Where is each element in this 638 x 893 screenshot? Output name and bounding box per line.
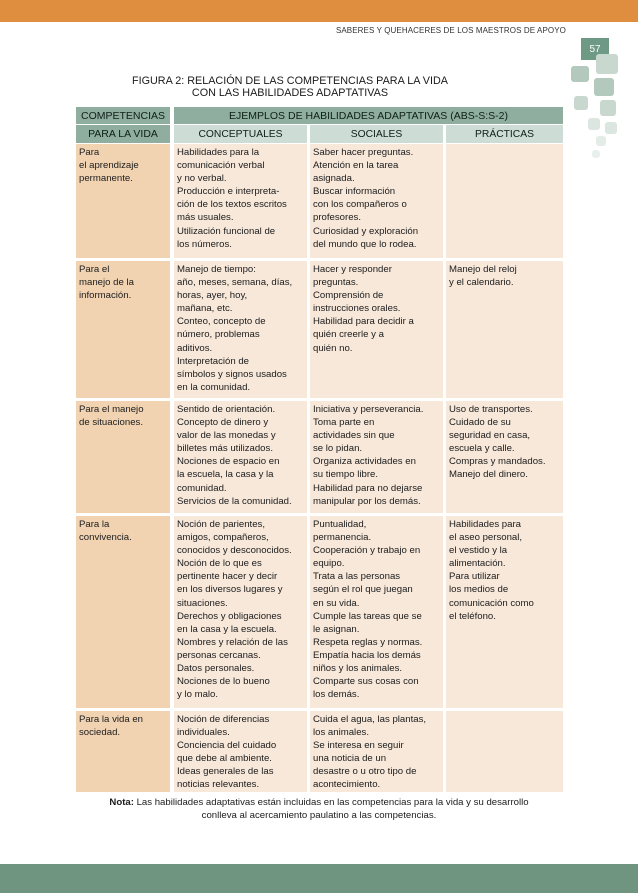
cell-line: que debe al ambiente. [177, 753, 272, 765]
cell-line: año, meses, semana, días, [177, 277, 293, 289]
cell-line: los medios de [449, 584, 509, 596]
cell-line: amigos, compañeros, [177, 532, 269, 544]
cell-line: Habilidades para [449, 519, 521, 530]
cell-line: Noción de parientes, [177, 519, 265, 530]
cell-sociales-row2 [310, 261, 443, 398]
cell-line: el teléfono. [449, 610, 496, 622]
cell-line: Cooperación y trabajo en [313, 545, 421, 557]
cell-conceptuales-row2 [174, 261, 307, 398]
cell-line: Habilidades para la [177, 147, 260, 158]
cell-line: Datos personales. [177, 663, 255, 675]
cell-line: quién no. [313, 342, 353, 354]
cell-line: Manejo del dinero. [449, 469, 528, 481]
cell-line: individuales. [177, 727, 230, 739]
cell-line: alimentación. [449, 558, 506, 570]
cell-sociales-row5 [310, 711, 443, 792]
cell-line: los animales. [313, 727, 369, 739]
cell-line: manipular por los demás. [313, 495, 421, 507]
cell-line: su tiempo libre. [313, 469, 379, 481]
cell-line: se lo pidan. [313, 443, 363, 455]
cell-line: Nociones de espacio en [177, 456, 280, 468]
cell-line: Servicios de la comunidad. [177, 495, 292, 507]
cell-line: comunidad. [177, 482, 227, 494]
cell-line: pertinente hacer y decir [177, 571, 278, 583]
cell-line: Manejo de tiempo: [177, 264, 256, 275]
top-color-band [0, 0, 638, 22]
cell-line: Empatía hacia los demás [313, 649, 421, 661]
cell-line: preguntas. [313, 277, 359, 289]
cell-line: manejo de la [79, 277, 134, 289]
header-competencias-line2: PARA LA VIDA [76, 125, 170, 143]
cell-line: información. [79, 290, 132, 302]
cell-line: Nociones de lo bueno [177, 676, 270, 688]
cell-line: personas cercanas. [177, 649, 261, 661]
cell-line: Ideas generales de las [177, 766, 274, 778]
cell-sociales-row3 [310, 401, 443, 513]
cell-line: Conciencia del cuidado [177, 740, 277, 752]
cell-line: Comparte sus cosas con [313, 676, 419, 688]
cell-line: Comprensión de [313, 290, 384, 302]
subheader-sociales: SOCIALES [310, 125, 443, 143]
cell-line: según el rol que juegan [313, 584, 413, 596]
cell-line: convivencia. [79, 532, 132, 544]
cell-line: con los compañeros o [313, 199, 407, 211]
cell-line: Puntualidad, [313, 519, 367, 530]
cell-line: acontecimiento. [313, 779, 381, 791]
cell-line: conocidos y desconocidos. [177, 545, 292, 557]
cell-line: símbolos y signos usados [177, 368, 287, 380]
cell-conceptuales-row5 [174, 711, 307, 792]
cell-practicas-row1 [446, 144, 563, 258]
cell-line: Saber hacer preguntas. [313, 147, 414, 158]
cell-line: y no verbal. [177, 173, 227, 185]
cell-line: horas, ayer, hoy, [177, 290, 248, 302]
header-competencias-line1: COMPETENCIAS [76, 107, 170, 124]
cell-conceptuales-row4 [174, 516, 307, 708]
cell-line: Se interesa en seguir [313, 740, 404, 752]
cell-line: más usuales. [177, 212, 234, 224]
cell-competencia-row1 [76, 144, 170, 258]
bottom-color-band [0, 864, 638, 893]
figure-title-line2: CON LAS HABILIDADES ADAPTATIVAS [191, 87, 389, 99]
cell-line: en su vida. [313, 597, 360, 609]
cell-line: Cuida el agua, las plantas, [313, 714, 427, 725]
cell-line: y lo malo. [177, 689, 219, 701]
cell-line: desastre o u otro tipo de [313, 766, 417, 778]
cell-line: sociedad. [79, 727, 121, 739]
cell-line: Buscar información [313, 186, 396, 198]
cell-line: niños y los animales. [313, 663, 403, 675]
cell-line: Toma parte en [313, 417, 375, 429]
cell-line: Nombres y relación de las [177, 636, 288, 648]
cell-line: Para el manejo [79, 404, 144, 415]
cell-line: Para el [79, 264, 110, 275]
cell-line: Habilidad para decidir a [313, 316, 414, 328]
subheader-conceptuales: CONCEPTUALES [174, 125, 307, 143]
cell-line: instrucciones orales. [313, 303, 401, 315]
page-number: 57 [581, 38, 609, 60]
cell-line: comunicación verbal [177, 160, 265, 172]
cell-line: Cumple las tareas que se [313, 610, 422, 622]
cell-line: los demás. [313, 689, 360, 701]
cell-line: Para la [79, 519, 110, 530]
cell-line: profesores. [313, 212, 361, 224]
cell-line: el vestido y la [449, 545, 508, 557]
cell-line: actividades sin que [313, 430, 395, 442]
header-ejemplos: EJEMPLOS DE HABILIDADES ADAPTATIVAS (ABS-S:S-2) [174, 107, 563, 124]
cell-line: Noción de diferencias [177, 714, 270, 725]
cell-line: Concepto de dinero y [177, 417, 269, 429]
cell-line: el aprendizaje [79, 160, 139, 172]
note-label: Nota: [109, 797, 134, 808]
cell-line: asignada. [313, 173, 355, 185]
note-text-line2: conlleva al acercamiento paulatino a las competencias. [201, 809, 437, 821]
cell-line: Manejo del reloj [449, 264, 517, 275]
cell-practicas-row5 [446, 711, 563, 792]
cell-line: Curiosidad y exploración [313, 225, 419, 237]
cell-line: Noción de lo que es [177, 558, 262, 570]
cell-line: equipo. [313, 558, 345, 570]
subheader-practicas: PRÁCTICAS [446, 125, 563, 143]
cell-line: número, problemas [177, 329, 260, 341]
note-text-line1: Las habilidades adaptativas están incluidas en las competencias para la vida y su desarrollo [133, 797, 529, 808]
cell-line: Producción e interpreta- [177, 186, 280, 198]
footnote [62, 797, 576, 822]
cell-line: aditivos. [177, 342, 213, 354]
figure-title-line1: FIGURA 2: RELACIÓN DE LAS COMPETENCIAS PARA LA VIDA [132, 75, 448, 87]
cell-line: situaciones. [177, 597, 228, 609]
cell-line: permanencia. [313, 532, 372, 544]
cell-competencia-row5 [76, 711, 170, 792]
cell-line: valor de las monedas y [177, 430, 276, 442]
cell-line: Para utilizar [449, 571, 500, 583]
cell-line: quién creerle y a [313, 329, 384, 341]
cell-line: los números. [177, 238, 232, 250]
cell-practicas-row4 [446, 516, 563, 708]
cell-line: Derechos y obligaciones [177, 610, 282, 622]
cell-line: Uso de transportes. [449, 404, 533, 415]
cell-line: Trata a las personas [313, 571, 401, 583]
cell-line: permanente. [79, 173, 133, 185]
cell-line: Atención en la tarea [313, 160, 399, 172]
cell-line: mañana, etc. [177, 303, 233, 315]
cell-line: Interpretación de [177, 355, 249, 367]
cell-line: Para la vida en [79, 714, 143, 725]
cell-line: Conteo, concepto de [177, 316, 266, 328]
cell-line: Compras y mandados. [449, 456, 546, 468]
cell-line: y el calendario. [449, 277, 514, 289]
cell-line: del mundo que lo rodea. [313, 238, 417, 250]
cell-practicas-row2 [446, 261, 563, 398]
cell-line: comunicación como [449, 597, 534, 609]
cell-line: Sentido de orientación. [177, 404, 276, 415]
cell-line: en la casa y la escuela. [177, 623, 277, 635]
cell-line: Hacer y responder [313, 264, 392, 275]
cell-line: Organiza actividades en [313, 456, 416, 468]
cell-line: billetes más utilizados. [177, 443, 273, 455]
cell-line: Utilización funcional de [177, 225, 276, 237]
cell-practicas-row3 [446, 401, 563, 513]
cell-line: le asignan. [313, 623, 360, 635]
cell-conceptuales-row3 [174, 401, 307, 513]
cell-competencia-row3 [76, 401, 170, 513]
cell-line: Cuidado de su [449, 417, 511, 429]
cell-line: seguridad en casa, [449, 430, 531, 442]
cell-line: escuela y calle. [449, 443, 515, 455]
cell-line: una noticia de un [313, 753, 387, 765]
cell-conceptuales-row1 [174, 144, 307, 258]
cell-line: de situaciones. [79, 417, 143, 429]
cell-sociales-row4 [310, 516, 443, 708]
cell-competencia-row2 [76, 261, 170, 398]
cell-line: ción de los textos escritos [177, 199, 287, 211]
cell-line: Para [79, 147, 100, 158]
cell-line: Habilidad para no dejarse [313, 482, 423, 494]
running-header: SABERES Y QUEHACERES DE LOS MAESTROS DE APOYO [335, 26, 566, 35]
figure-title [100, 75, 480, 99]
cell-line: noticias relevantes. [177, 779, 260, 791]
cell-line: la escuela, la casa y la [177, 469, 274, 481]
cell-line: Iniciativa y perseverancia. [313, 404, 424, 415]
cell-line: Respeta reglas y normas. [313, 636, 423, 648]
cell-line: en los diversos lugares y [177, 584, 283, 596]
cell-sociales-row1 [310, 144, 443, 258]
cell-line: el aseo personal, [449, 532, 523, 544]
cell-line: en la comunidad. [177, 381, 251, 393]
cell-competencia-row4 [76, 516, 170, 708]
